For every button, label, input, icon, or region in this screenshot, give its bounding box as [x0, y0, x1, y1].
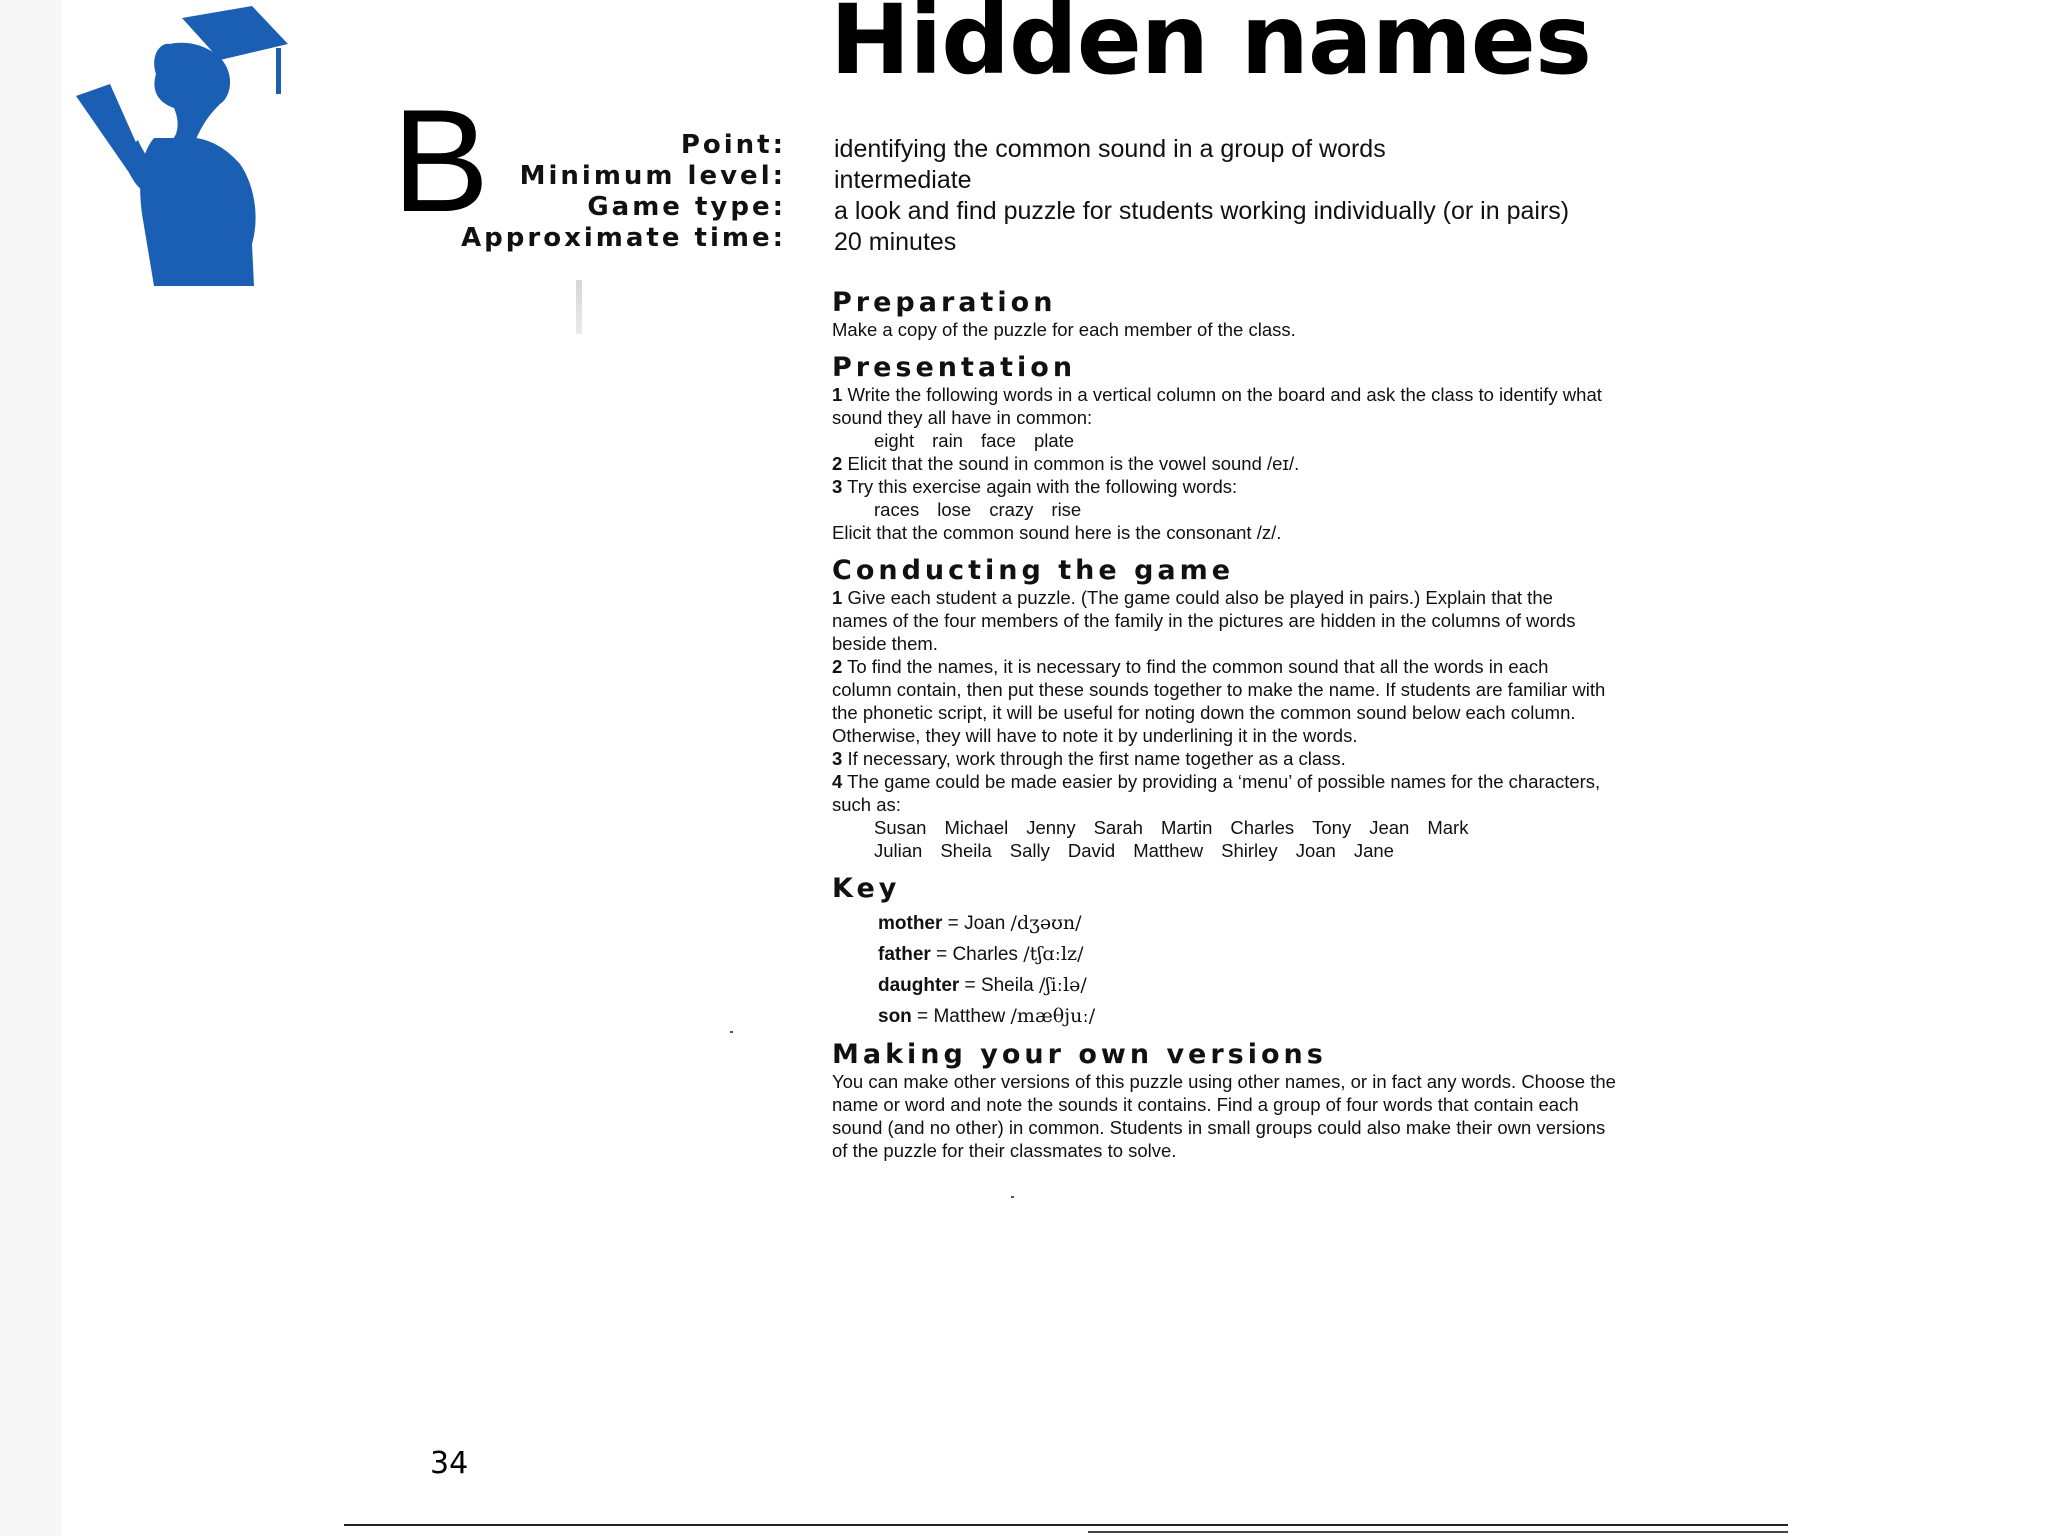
- name-option: Charles: [1230, 817, 1295, 838]
- graduate-silhouette-icon: [70, 4, 300, 286]
- meta-label-point: Point:: [680, 130, 786, 160]
- meta-value-level: intermediate: [834, 166, 972, 194]
- word: face: [980, 430, 1016, 451]
- conducting-step-2-cont: Otherwise, they will have to note it by underlining it in the words.: [832, 725, 1358, 746]
- key-row-mother: mother = Joan /dʒəʊn/: [878, 912, 1082, 934]
- conducting-step-1-cont: beside them.: [832, 633, 938, 654]
- meta-label-level: Minimum level:: [519, 161, 786, 191]
- page-edge: [0, 0, 62, 1536]
- name-option: Sarah: [1093, 817, 1143, 838]
- versions-text: You can make other versions of this puzzle using other names, or in fact any words. Choose the: [832, 1071, 1616, 1092]
- presentation-step-1-cont: sound they all have in common:: [832, 407, 1093, 428]
- meta-values: [834, 134, 1834, 258]
- meta-value-point: identifying the common sound in a group of words: [834, 135, 1386, 163]
- key-row-daughter: daughter = Sheila /ʃiːlə/: [878, 974, 1087, 996]
- name-option: Mark: [1427, 817, 1469, 838]
- preparation-section: [832, 288, 1762, 341]
- versions-text: sound (and no other) in common. Students in small groups could also make their own versions: [832, 1117, 1606, 1138]
- word: crazy: [989, 499, 1034, 520]
- word: plate: [1033, 430, 1075, 451]
- presentation-step-2: 2 Elicit that the sound in common is the vowel sound /eɪ/.: [832, 453, 1300, 474]
- meta-labels: [380, 130, 786, 254]
- preparation-text: Make a copy of the puzzle for each member of the class.: [832, 319, 1296, 340]
- page-number: 34: [430, 1446, 469, 1481]
- word: rise: [1051, 499, 1082, 520]
- conducting-step-2-cont: column contain, then put these sounds together to make the name. If students are familiar with: [832, 679, 1606, 700]
- bottom-rule-secondary: [1088, 1531, 1788, 1533]
- name-option: Joan: [1295, 840, 1336, 861]
- name-option: Shirley: [1221, 840, 1278, 861]
- name-menu-row-1: [832, 816, 1762, 839]
- level-letter: B: [392, 79, 490, 242]
- key-row-father: father = Charles /tʃɑːlz/: [878, 943, 1084, 965]
- presentation-heading: Presentation: [832, 352, 1077, 383]
- name-option: Susan: [874, 817, 927, 838]
- presentation-step-3: 3 Try this exercise again with the following words:: [832, 476, 1238, 497]
- main-content: [832, 288, 1762, 1174]
- name-option: Martin: [1160, 817, 1213, 838]
- presentation-step-1: 1 Write the following words in a vertical column on the board and ask the class to identify what: [832, 384, 1602, 405]
- name-option: Matthew: [1133, 840, 1204, 861]
- name-option: Sally: [1009, 840, 1050, 861]
- conducting-heading: Conducting the game: [832, 555, 1235, 586]
- conducting-step-4: 4 The game could be made easier by providing a ‘menu’ of possible names for the characters,: [832, 771, 1601, 792]
- name-option: Jean: [1369, 817, 1410, 838]
- scan-speck: [730, 1031, 733, 1033]
- key-section: [832, 874, 1762, 1028]
- word-list-1: [832, 429, 1762, 452]
- versions-section: [832, 1040, 1762, 1162]
- conducting-step-2: 2 To find the names, it is necessary to find the common sound that all the words in each: [832, 656, 1549, 677]
- meta-value-time: 20 minutes: [834, 228, 957, 256]
- conducting-step-1: 1 Give each student a puzzle. (The game could also be played in pairs.) Explain that the: [832, 587, 1553, 608]
- page-title: Hidden names: [830, 0, 1591, 96]
- name-option: Jane: [1353, 840, 1394, 861]
- word: lose: [937, 499, 972, 520]
- meta-label-time: Approximate time:: [461, 223, 786, 253]
- name-option: Michael: [944, 817, 1009, 838]
- meta-value-game-type: a look and find puzzle for students working individually (or in pairs): [834, 197, 1570, 225]
- conducting-step-3: 3 If necessary, work through the first name together as a class.: [832, 748, 1346, 769]
- name-option: Tony: [1312, 817, 1352, 838]
- word: rain: [932, 430, 963, 451]
- word-list-2: [832, 498, 1762, 521]
- scan-speck: [1011, 1196, 1014, 1198]
- conducting-section: [832, 556, 1762, 862]
- name-menu-row-2: [832, 839, 1762, 862]
- name-option: David: [1067, 840, 1116, 861]
- preparation-heading: Preparation: [832, 287, 1057, 318]
- versions-text: name or word and note the sounds it contains. Find a group of four words that contain each: [832, 1094, 1579, 1115]
- name-option: Sheila: [940, 840, 992, 861]
- key-heading: Key: [832, 873, 901, 904]
- scan-smudge: [576, 280, 582, 334]
- presentation-section: [832, 353, 1762, 544]
- word: eight: [874, 430, 915, 451]
- versions-heading: Making your own versions: [832, 1039, 1327, 1070]
- key-row-son: son = Matthew /mæθjuː/: [878, 1005, 1096, 1027]
- name-option: Jenny: [1026, 817, 1076, 838]
- versions-text: of the puzzle for their classmates to solve.: [832, 1140, 1177, 1161]
- presentation-conclusion: Elicit that the common sound here is the consonant /z/.: [832, 522, 1282, 543]
- word: races: [874, 499, 920, 520]
- conducting-step-2-cont: the phonetic script, it will be useful for noting down the common sound below each column.: [832, 702, 1576, 723]
- conducting-step-1-cont: names of the four members of the family in the pictures are hidden in the columns of words: [832, 610, 1576, 631]
- name-option: Julian: [874, 840, 923, 861]
- meta-label-game-type: Game type:: [587, 192, 786, 222]
- conducting-step-4-cont: such as:: [832, 794, 901, 815]
- bottom-rule: [344, 1524, 1788, 1526]
